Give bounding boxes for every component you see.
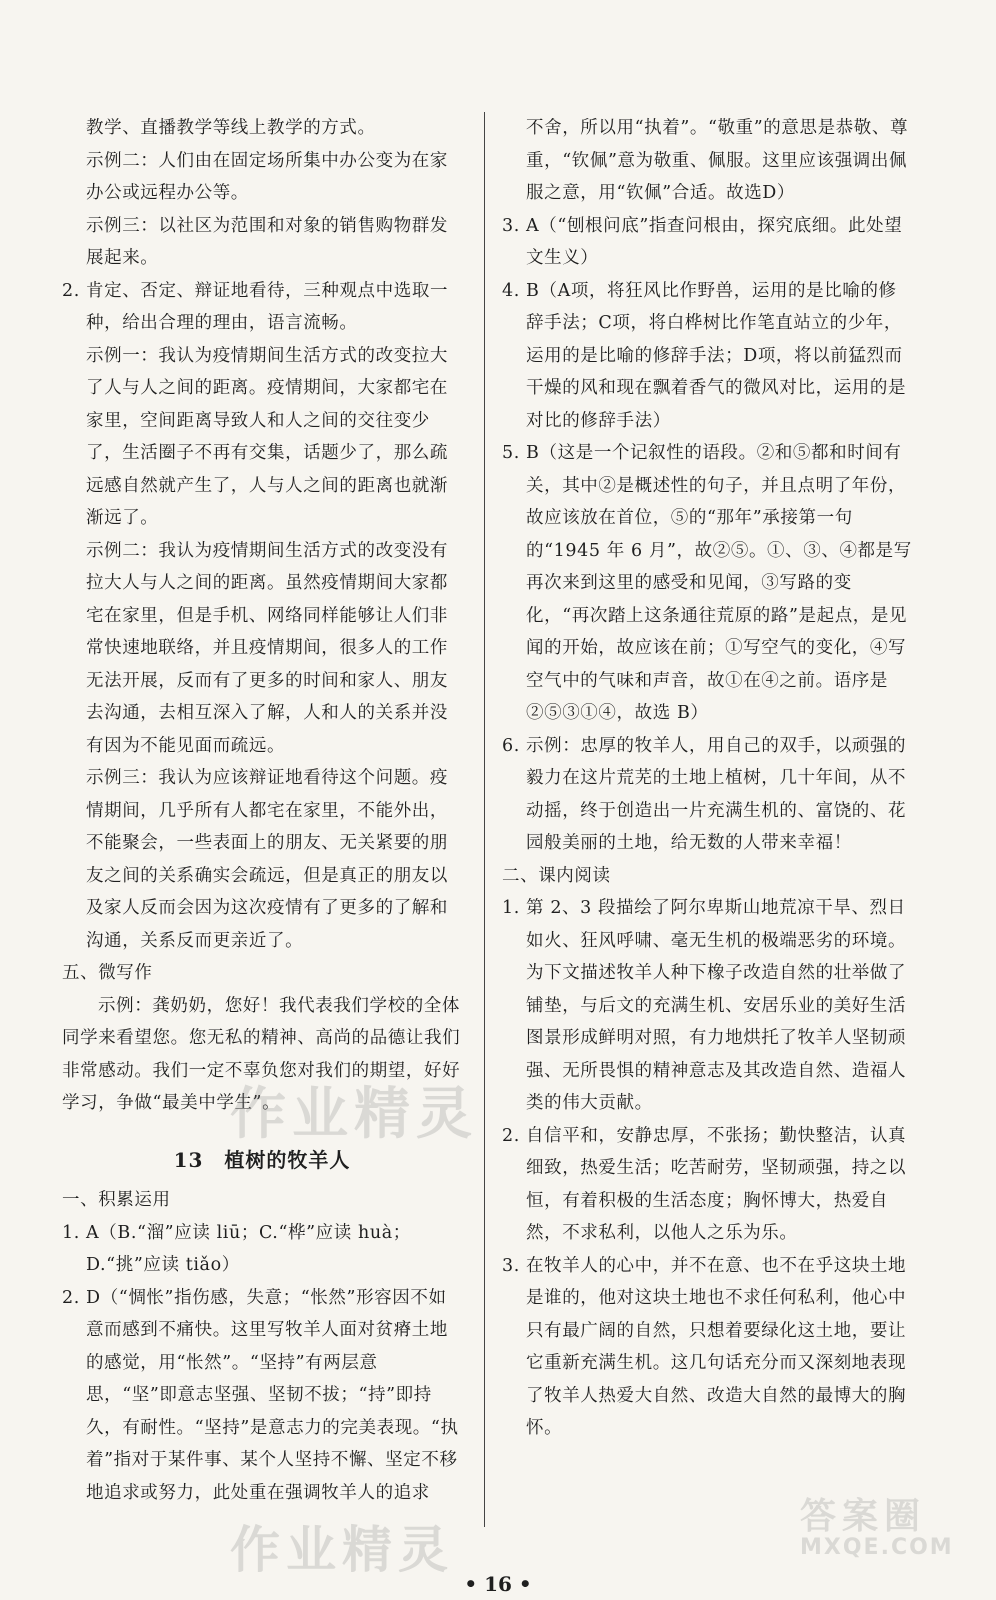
right-column: [502, 112, 912, 1445]
section-heading: 二、课内阅读: [502, 865, 611, 886]
answer-item: 3. A（“刨根问底”指查问根由，探究底细。此处望文生义）: [502, 215, 903, 268]
answer-item: 2. 肯定、否定、辩证地看待，三种观点中选取一种，给出合理的理由，语言流畅。: [62, 280, 449, 333]
answer-text: 示例：龚奶奶，您好！我代表我们学校的全体同学来看望您。您无私的精神、高尚的品德让我们非常感动。我们一定不辜负您对我们的期望，好好学习，争做“最美中学生”。: [62, 995, 461, 1113]
answer-item: 5. B（这是一个记叙性的语段。②和⑤都和时间有关，其中②是概述性的句子，并且点明了年份，故应该放在首位，⑤的“那年”承接第一句的“1945 年 6 月”，故②⑤。①、③、④都是写再次来到这里的感受和见闻，③写路的变化，“再次踏上这条通往荒原的路”是起点，是见闻的开始，故应该在前；①写空气的变化，④写空气中的气味和声音，故①在④之前。语序是②⑤③①④，故选 B）: [502, 443, 912, 723]
left-column: [62, 112, 462, 1509]
section-heading: 一、积累运用: [62, 1190, 171, 1210]
answer-text: 示例三：以社区为范围和对象的销售购物群发展起来。: [86, 215, 448, 268]
watermark: 作业精灵: [230, 1521, 454, 1579]
answer-item: 4. B（A项，将狂风比作野兽，运用的是比喻的修辞手法；C项，将白桦树比作笔直站立的少年，运用的是比喻的修辞手法；D项，将以前猛烈而干燥的风和现在飘着香气的微风对比，运用的是对比的修辞手法）: [502, 280, 907, 431]
answer-text: 示例二：我认为疫情期间生活方式的改变没有拉大人与人之间的距离。虽然疫情期间大家都宅在家里，但是手机、网络同样能够让人们非常快速地联络，并且疫情期间，很多人的工作无法开展，反而有了更多的时间和家人、朋友去沟通，去相互深入了解，人和人的关系并没有因为不能见面而疏远。: [86, 540, 448, 756]
answer-item: 1. A（B.“溜”应读 liū；C.“桦”应读 huà；D.“挑”应读 tiǎo）: [62, 1222, 411, 1275]
answer-text: 示例三：我认为应该辩证地看待这个问题。疫情期间，几乎所有人都宅在家里，不能外出，不能聚会，一些表面上的朋友、无关紧要的朋友之间的关系确实会疏远，但是真正的朋友以及家人反而会因为这次疫情有了更多的了解和沟通，关系反而更亲近了。: [86, 768, 448, 951]
watermark: 作业精灵: [230, 1082, 478, 1147]
answer-text: 示例二：人们由在固定场所集中办公变为在家办公或远程办公等。: [86, 150, 448, 203]
answer-item: 1. 第 2、3 段描绘了阿尔卑斯山地荒凉干旱、烈日如火、狂风呼啸、毫无生机的极端恶劣的环境。为下文描述牧羊人种下橡子改造自然的壮举做了铺垫，与后文的充满生机、安居乐业的美好生活图景形成鲜明对照，有力地烘托了牧羊人坚韧顽强、无所畏惧的精神意志及其改造自然、造福人类的伟大贡献。: [502, 898, 907, 1113]
watermark-logo: 答案圈: [800, 1496, 927, 1537]
answer-text: 教学、直播教学等线上教学的方式。: [86, 118, 376, 138]
watermark-url: MXQE.COM: [800, 1535, 954, 1560]
answer-item: 3. 在牧羊人的心中，并不在意、也不在乎这块土地是谁的，他对这块土地也不求任何私利，他心中只有最广阔的自然，只想着要绿化这土地，要让它重新充满生机。这几句话充分而又深刻地表现了牧羊人热爱大自然、改造大自然的最博大的胸怀。: [502, 1255, 907, 1438]
answer-item: 6. 示例：忠厚的牧羊人，用自己的双手，以顽强的毅力在这片荒芜的土地上植树，几十年间，从不动摇，终于创造出一片充满生机的、富饶的、花园般美丽的土地，给无数的人带来幸福！: [502, 735, 907, 853]
column-divider: [484, 112, 485, 1527]
answer-item: 2. D（“惆怅”指伤感，失意；“怅然”形容因不如意而感到不痛快。这里写牧羊人面对贫瘠土地的感觉，用“怅然”。“坚持”有两层意思，“坚”即意志坚强、坚韧不拔；“持”即持久，有耐性。“坚持”是意志力的完美表现。“执着”指对于某件事、某个人坚持不懈、坚定不移地追求或努力，此处重在强调牧羊人的追求: [62, 1287, 459, 1503]
answer-item: 2. 自信平和，安静忠厚，不张扬；勤快整洁，认真细致，热爱生活；吃苦耐劳，坚韧顽强，持之以恒，有着积极的生活态度；胸怀博大，热爱自然，不求私利，以他人之乐为乐。: [502, 1125, 907, 1243]
page-number: • 16 •: [464, 1572, 532, 1596]
answer-text: 不舍，所以用“执着”。“敬重”的意思是恭敬、尊重，“钦佩”意为敬重、佩服。这里应该强调出佩服之意，用“钦佩”合适。故选D）: [526, 118, 909, 203]
answer-text: 示例一：我认为疫情期间生活方式的改变拉大了人与人之间的距离。疫情期间，大家都宅在家里，空间距离导致人和人之间的交往变少了，生活圈子不再有交集，话题少了，那么疏远感自然就产生了，人与人之间的距离也就渐渐远了。: [86, 345, 448, 528]
section-heading: 五、微写作: [62, 963, 153, 983]
lesson-title: 13 植树的牧羊人: [173, 1147, 351, 1172]
